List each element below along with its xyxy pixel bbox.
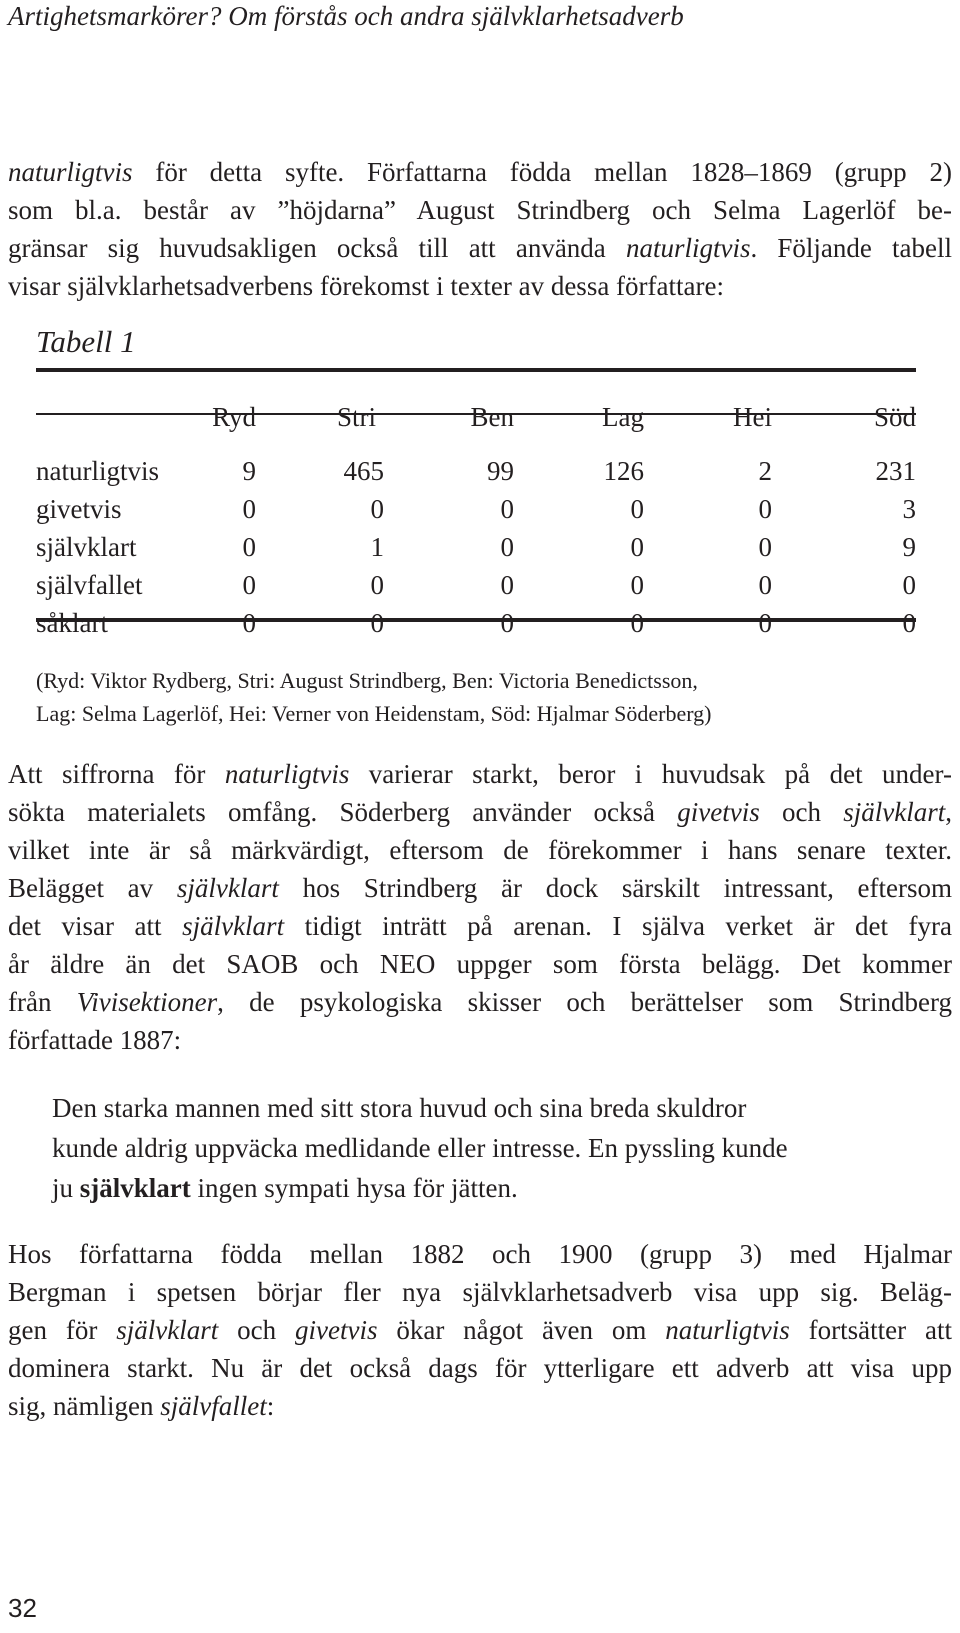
italic-term: Vivisektioner (76, 987, 218, 1017)
text-line (8, 755, 952, 793)
table-cell: 0 (500, 607, 514, 638)
italic-term: naturligtvis (665, 1315, 790, 1345)
italic-term: givetvis (677, 797, 760, 827)
table-top-rule (36, 368, 916, 372)
text-run: gen för (8, 1315, 117, 1345)
quote-line (52, 1168, 892, 1208)
text-run: , (945, 797, 952, 827)
italic-term: naturligtvis (224, 759, 350, 789)
frequency-table (36, 398, 916, 642)
column-header: Stri (336, 401, 376, 432)
table-cell: 0 (630, 569, 644, 600)
table-cell: 0 (758, 607, 772, 638)
text-run: varierar starkt, beror i huvudsak på det under- (349, 759, 952, 789)
text-line (8, 945, 952, 983)
text-run: . Följande tabell (750, 233, 952, 263)
text-run: från (8, 987, 77, 1017)
table-cell: 0 (500, 531, 514, 562)
italic-term: givetvis (294, 1315, 378, 1345)
column-header: Lag (602, 401, 644, 432)
italic-term: självklart (843, 797, 946, 827)
running-header: Artighetsmarkörer? Om förstås och andra självklarhetsadverb (8, 1, 684, 31)
italic-term: naturligtvis (625, 233, 751, 263)
text-run: visar självklarhetsadverbens förekomst i texter av dessa författare: (8, 271, 724, 301)
italic-term: självklart (116, 1315, 219, 1345)
text-run: Bergman i spetsen börjar fler nya självklarhetsadverb visa upp sig. Beläg- (8, 1277, 952, 1307)
column-header: Ryd (212, 401, 256, 432)
table-cell: 0 (242, 569, 256, 600)
table-cell: 2 (758, 455, 772, 486)
text-run: Att siffrorna för (8, 759, 225, 789)
table-cell: 126 (603, 455, 644, 486)
table-cell: 0 (500, 493, 514, 524)
italic-term: självklart (176, 873, 279, 903)
legend-line: (Ryd: Viktor Rydberg, Stri: August Strindberg, Ben: Victoria Benedictsson, (36, 668, 698, 693)
row-label: givetvis (36, 493, 122, 524)
page-number: 32 (8, 1593, 37, 1623)
table-row (36, 566, 916, 604)
table-cell: 231 (875, 455, 916, 486)
text-run: Belägget av (8, 873, 177, 903)
text-line (8, 1235, 952, 1273)
bold-term: självklart (79, 1173, 191, 1203)
header-blank (36, 398, 206, 436)
text-run: ingen sympati hysa för jätten. (190, 1173, 518, 1203)
row-label: såklart (36, 607, 108, 638)
text-line (8, 1273, 952, 1311)
text-line (8, 1387, 952, 1425)
text-run: för detta syfte. Författarna födda mellan 1828–1869 (grupp 2) (132, 157, 952, 187)
text-line (8, 267, 952, 305)
table-cell: 0 (902, 607, 916, 638)
table-cell: 0 (370, 607, 384, 638)
text-line (8, 983, 952, 1021)
italic-term: naturligtvis (8, 157, 133, 187)
table-cell: 0 (370, 569, 384, 600)
text-line (8, 191, 952, 229)
text-run: gränsar sig huvudsakligen också till att använda (8, 233, 626, 263)
table-header-row (36, 398, 916, 436)
text-run: Den starka mannen med sitt stora huvud och sina breda skuldror (52, 1093, 747, 1123)
table-cell: 3 (902, 493, 916, 524)
table-row (36, 528, 916, 566)
text-run: som bl.a. består av ”höjdarna” August Strindberg och Selma Lagerlöf be- (8, 195, 952, 225)
row-label: naturligtvis (36, 455, 159, 486)
table-cell: 9 (902, 531, 916, 562)
table-cell: 0 (758, 531, 772, 562)
table-row (36, 490, 916, 528)
text-line (8, 153, 952, 191)
paragraph-2 (8, 755, 952, 1059)
text-run: och (759, 797, 844, 827)
paragraph-1 (8, 153, 952, 305)
column-header: Ben (470, 401, 514, 432)
table-cell: 0 (242, 607, 256, 638)
table-cell: 0 (902, 569, 916, 600)
text-line (8, 1021, 952, 1059)
text-run: sig, nämligen (8, 1391, 161, 1421)
text-run: kunde aldrig uppväcka medlidande eller intresse. En pyssling kunde (52, 1133, 788, 1163)
row-label: självfallet (36, 569, 143, 600)
text-line (8, 793, 952, 831)
text-run: fortsätter att (789, 1315, 952, 1345)
table-cell: 99 (487, 455, 514, 486)
table-cell: 0 (630, 607, 644, 638)
text-run: vilket inte är så märkvärdigt, eftersom de förekommer i hans senare texter. (8, 835, 952, 865)
table-row (36, 452, 916, 490)
column-header: Söd (873, 401, 916, 432)
column-header: Hei (733, 401, 772, 432)
text-run: dominera starkt. Nu är det också dags för ytterligare ett adverb att visa upp (8, 1353, 952, 1383)
text-run: hos Strindberg är dock särskilt intressant, eftersom (278, 873, 952, 903)
table-legend (36, 664, 952, 730)
text-run: : (266, 1391, 275, 1421)
paragraph-3 (8, 1235, 952, 1425)
text-line (8, 1349, 952, 1387)
legend-line: Lag: Selma Lagerlöf, Hei: Verner von Heidenstam, Söd: Hjalmar Söderberg) (36, 701, 712, 726)
text-run: , de psykologiska skisser och berättelser som Strindberg (217, 987, 953, 1017)
text-run: det visar att (8, 911, 183, 941)
table-cell: 1 (370, 531, 384, 562)
text-run: tidigt inträtt på arenan. I själva verket är det fyra (284, 911, 952, 941)
table-cell: 465 (343, 455, 384, 486)
table-cell: 0 (758, 569, 772, 600)
quote-line (52, 1088, 892, 1128)
table-caption: Tabell 1 (36, 324, 136, 359)
italic-term: självklart (182, 911, 285, 941)
text-run: Hos författarna födda mellan 1882 och 1900 (grupp 3) med Hjalmar (8, 1239, 952, 1269)
text-run: sökta materialets omfång. Söderberg använder också (8, 797, 678, 827)
text-line (8, 831, 952, 869)
text-line (8, 1311, 952, 1349)
table-cell: 0 (630, 531, 644, 562)
text-line (8, 907, 952, 945)
text-line (8, 869, 952, 907)
table-cell: 9 (242, 455, 256, 486)
quote-line (52, 1128, 892, 1168)
table-cell: 0 (242, 493, 256, 524)
table-cell: 0 (630, 493, 644, 524)
italic-term: självfallet (160, 1391, 267, 1421)
text-run: författade 1887: (8, 1025, 182, 1055)
table-cell: 0 (758, 493, 772, 524)
text-run: och (218, 1315, 295, 1345)
row-label: självklart (36, 531, 137, 562)
table-cell: 0 (500, 569, 514, 600)
table-cell: 0 (370, 493, 384, 524)
block-quote (52, 1088, 892, 1208)
text-line (8, 229, 952, 267)
text-run: ökar något även om (377, 1315, 666, 1345)
text-run: år äldre än det SAOB och NEO uppger som första belägg. Det kommer (8, 949, 952, 979)
table-cell: 0 (242, 531, 256, 562)
text-run: ju (52, 1173, 80, 1203)
table-row (36, 604, 916, 642)
